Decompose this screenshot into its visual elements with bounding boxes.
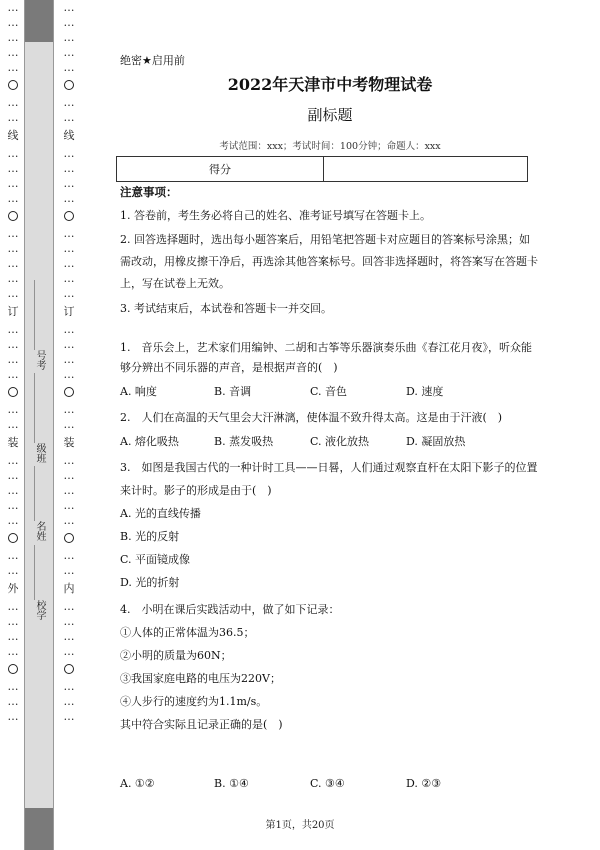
notice-section bbox=[120, 184, 540, 319]
binding-hole-icon bbox=[8, 533, 18, 543]
cut-line-dots: … bbox=[7, 514, 19, 527]
cut-line-dots: … bbox=[7, 147, 19, 160]
option-b[interactable]: B. 蒸发吸热 bbox=[214, 435, 274, 448]
cut-line-dots: … bbox=[63, 710, 75, 723]
question-1 bbox=[120, 338, 540, 402]
cut-line-dots: … bbox=[63, 680, 75, 693]
cut-line-dots: … bbox=[63, 695, 75, 708]
cut-line-dots: … bbox=[7, 177, 19, 190]
binding-hole-icon bbox=[8, 387, 18, 397]
cut-line-dots: … bbox=[7, 46, 19, 59]
cut-line-dots: … bbox=[7, 645, 19, 658]
cut-line-dots: … bbox=[63, 338, 75, 351]
cut-line-dots: … bbox=[7, 338, 19, 351]
option-a[interactable]: A. 光的直线传播 bbox=[120, 507, 201, 520]
field-label-exam-number: 号考 bbox=[34, 350, 45, 370]
cut-line-dots: … bbox=[63, 418, 75, 431]
cut-line-dots: … bbox=[63, 403, 75, 416]
cut-line-dots: … bbox=[7, 710, 19, 723]
cut-line-dots: … bbox=[7, 353, 19, 366]
cut-line-dots: … bbox=[7, 96, 19, 109]
right-dotted-column bbox=[62, 0, 76, 850]
cut-line-dots: … bbox=[63, 257, 75, 270]
binding-hole-icon bbox=[64, 387, 74, 397]
notice-item: 3. 考试结束后，本试卷和答题卡一并交回。 bbox=[120, 302, 332, 315]
field-exam-number: ______________ bbox=[34, 280, 45, 350]
cut-line-label: 线 bbox=[7, 129, 19, 142]
option-d[interactable]: D. 速度 bbox=[406, 385, 444, 398]
field-label-school: 校学 bbox=[34, 599, 45, 620]
binding-hole-icon bbox=[8, 664, 18, 674]
cut-line-dots: … bbox=[63, 287, 75, 300]
cut-line-dots: … bbox=[63, 162, 75, 175]
cut-line-label: 外 bbox=[7, 582, 19, 595]
binding-hole-icon bbox=[64, 533, 74, 543]
cut-line-dots: … bbox=[63, 31, 75, 44]
record-item: ②小明的质量为60N； bbox=[120, 649, 232, 662]
cut-line-dots: … bbox=[7, 484, 19, 497]
option-a[interactable]: A. 响度 bbox=[120, 385, 157, 398]
option-c[interactable]: C. ③④ bbox=[310, 777, 345, 790]
cut-line-dots: … bbox=[7, 454, 19, 467]
options-row bbox=[120, 772, 540, 795]
option-c[interactable]: C. 液化放热 bbox=[310, 435, 370, 448]
cut-line-dots: … bbox=[7, 630, 19, 643]
cut-line-dots: … bbox=[7, 1, 19, 14]
cut-line-dots: … bbox=[7, 162, 19, 175]
cut-line-label: 装 bbox=[63, 436, 75, 449]
cut-line-label: 订 bbox=[7, 305, 19, 318]
option-b[interactable]: B. ①④ bbox=[214, 777, 249, 790]
cut-line-dots: … bbox=[63, 177, 75, 190]
option-b[interactable]: B. 光的反射 bbox=[120, 530, 180, 543]
cut-line-dots: … bbox=[63, 469, 75, 482]
cut-line-label: 内 bbox=[63, 582, 75, 595]
question-3 bbox=[120, 456, 540, 594]
cut-line-dots: … bbox=[63, 630, 75, 643]
option-a[interactable]: A. 熔化吸热 bbox=[120, 435, 179, 448]
cut-line-dots: … bbox=[7, 418, 19, 431]
cut-line-dots: … bbox=[63, 61, 75, 74]
cut-line-dots: … bbox=[63, 368, 75, 381]
option-d[interactable]: D. ②③ bbox=[406, 777, 442, 790]
cut-line-dots: … bbox=[63, 454, 75, 467]
cut-line-dots: … bbox=[7, 227, 19, 240]
cut-line-dots: … bbox=[7, 499, 19, 512]
field-name: ___________ bbox=[34, 466, 45, 522]
binding-hole-icon bbox=[8, 211, 18, 221]
cut-line-dots: … bbox=[7, 61, 19, 74]
cut-line-dots: … bbox=[63, 46, 75, 59]
cut-line-dots: … bbox=[63, 96, 75, 109]
cut-line-dots: … bbox=[7, 272, 19, 285]
cut-line-dots: … bbox=[7, 31, 19, 44]
cut-line-label: 装 bbox=[7, 436, 19, 449]
cut-line-dots: … bbox=[7, 287, 19, 300]
cut-line-dots: … bbox=[63, 645, 75, 658]
binding-hole-icon bbox=[64, 211, 74, 221]
notice-heading: 注意事项： bbox=[120, 185, 178, 199]
cut-line-dots: … bbox=[63, 111, 75, 124]
cut-line-dots: … bbox=[7, 615, 19, 628]
option-d[interactable]: D. 光的折射 bbox=[120, 576, 180, 589]
cut-line-dots: … bbox=[7, 403, 19, 416]
page-title: 2022年天津市中考物理试卷 bbox=[227, 75, 433, 94]
score-value-cell bbox=[324, 157, 527, 181]
question-4 bbox=[120, 598, 540, 795]
binding-hole-icon bbox=[64, 80, 74, 90]
question-stem: 3. 如图是我国古代的一种计时工具——日晷，人们通过观察直杆在太阳下影子的位置来计时。影子的形成是由于( ) bbox=[120, 461, 538, 497]
cut-line-dots: … bbox=[63, 272, 75, 285]
field-class: ______________ bbox=[34, 373, 45, 444]
score-label: 得分 bbox=[117, 157, 324, 181]
page-subtitle: 副标题 bbox=[307, 106, 353, 124]
cut-line-dots: … bbox=[63, 514, 75, 527]
cut-line-label: 线 bbox=[63, 129, 75, 142]
cut-line-dots: … bbox=[7, 192, 19, 205]
options-row bbox=[120, 432, 540, 452]
notice-item: 2. 回答选择题时，选出每小题答案后，用铅笔把答题卡对应题目的答案标号涂黑；如需改动，用橡皮擦干净后，再选涂其他答案标号。回答非选择题时，将答案写在答题卡上，写在试卷上无效。 bbox=[120, 233, 538, 290]
cut-line-dots: … bbox=[63, 227, 75, 240]
cut-line-dots: … bbox=[63, 615, 75, 628]
question-2 bbox=[120, 408, 540, 452]
field-school: ___________ bbox=[34, 544, 45, 600]
option-b[interactable]: B. 音调 bbox=[214, 385, 252, 398]
cut-line-dots: … bbox=[7, 680, 19, 693]
cut-line-dots: … bbox=[7, 469, 19, 482]
option-d[interactable]: D. 凝固放热 bbox=[406, 435, 466, 448]
left-dotted-column bbox=[6, 0, 20, 850]
cut-line-dots: … bbox=[7, 600, 19, 613]
score-table bbox=[116, 156, 528, 182]
question-ask: 其中符合实际且记录正确的是( ) bbox=[120, 718, 283, 731]
cut-line-label: 订 bbox=[63, 305, 75, 318]
question-stem: 2. 人们在高温的天气里会大汗淋漓，使体温不致升得太高。这是由于汗液( ) bbox=[120, 411, 503, 424]
cut-line-dots: … bbox=[63, 1, 75, 14]
cut-line-dots: … bbox=[7, 695, 19, 708]
cut-line-dots: … bbox=[63, 600, 75, 613]
exam-info: 考试范围：xxx；考试时间：100分钟；命题人：xxx bbox=[219, 141, 441, 152]
cut-line-dots: … bbox=[7, 564, 19, 577]
record-item: ①人体的正常体温为36.5； bbox=[120, 626, 255, 639]
option-a[interactable]: A. ①② bbox=[120, 777, 155, 790]
cut-line-dots: … bbox=[63, 242, 75, 255]
cut-line-dots: … bbox=[63, 147, 75, 160]
field-label-class: 级班 bbox=[34, 443, 45, 464]
cut-line-dots: … bbox=[7, 242, 19, 255]
student-info-fields bbox=[29, 280, 49, 620]
strip-top-cap bbox=[25, 0, 53, 42]
record-item: ④人步行的速度约为1.1m/s。 bbox=[120, 695, 268, 708]
cut-line-dots: … bbox=[63, 484, 75, 497]
option-c[interactable]: C. 平面镜成像 bbox=[120, 553, 191, 566]
question-stem: 1. 音乐会上，艺术家们用编钟、二胡和古筝等乐器演奏乐曲《春江花月夜》，听众能够分辨出不同乐器的声音，是根据声音的( ) bbox=[120, 341, 532, 374]
field-label-name: 名姓 bbox=[34, 521, 45, 542]
binding-hole-icon bbox=[8, 80, 18, 90]
cut-line-dots: … bbox=[63, 353, 75, 366]
cut-line-dots: … bbox=[7, 111, 19, 124]
cut-line-dots: … bbox=[7, 549, 19, 562]
cut-line-dots: … bbox=[7, 368, 19, 381]
cut-line-dots: … bbox=[7, 323, 19, 336]
record-item: ③我国家庭电路的电压为220V； bbox=[120, 672, 281, 685]
binding-hole-icon bbox=[64, 664, 74, 674]
cut-line-dots: … bbox=[63, 549, 75, 562]
cut-line-dots: … bbox=[63, 16, 75, 29]
options-row bbox=[120, 382, 540, 402]
page-footer: 第1页，共20页 bbox=[265, 820, 335, 831]
cut-line-dots: … bbox=[7, 257, 19, 270]
cut-line-dots: … bbox=[63, 499, 75, 512]
cut-line-dots: … bbox=[63, 564, 75, 577]
secret-mark: 绝密★启用前 bbox=[120, 54, 185, 67]
option-c[interactable]: C. 音色 bbox=[310, 385, 348, 398]
binding-strip bbox=[24, 0, 54, 850]
cut-line-dots: … bbox=[63, 323, 75, 336]
cut-line-dots: … bbox=[7, 16, 19, 29]
cut-line-dots: … bbox=[63, 192, 75, 205]
notice-item: 1. 答卷前，考生务必将自己的姓名、准考证号填写在答题卡上。 bbox=[120, 209, 431, 222]
question-stem: 4. 小明在课后实践活动中，做了如下记录： bbox=[120, 603, 340, 616]
